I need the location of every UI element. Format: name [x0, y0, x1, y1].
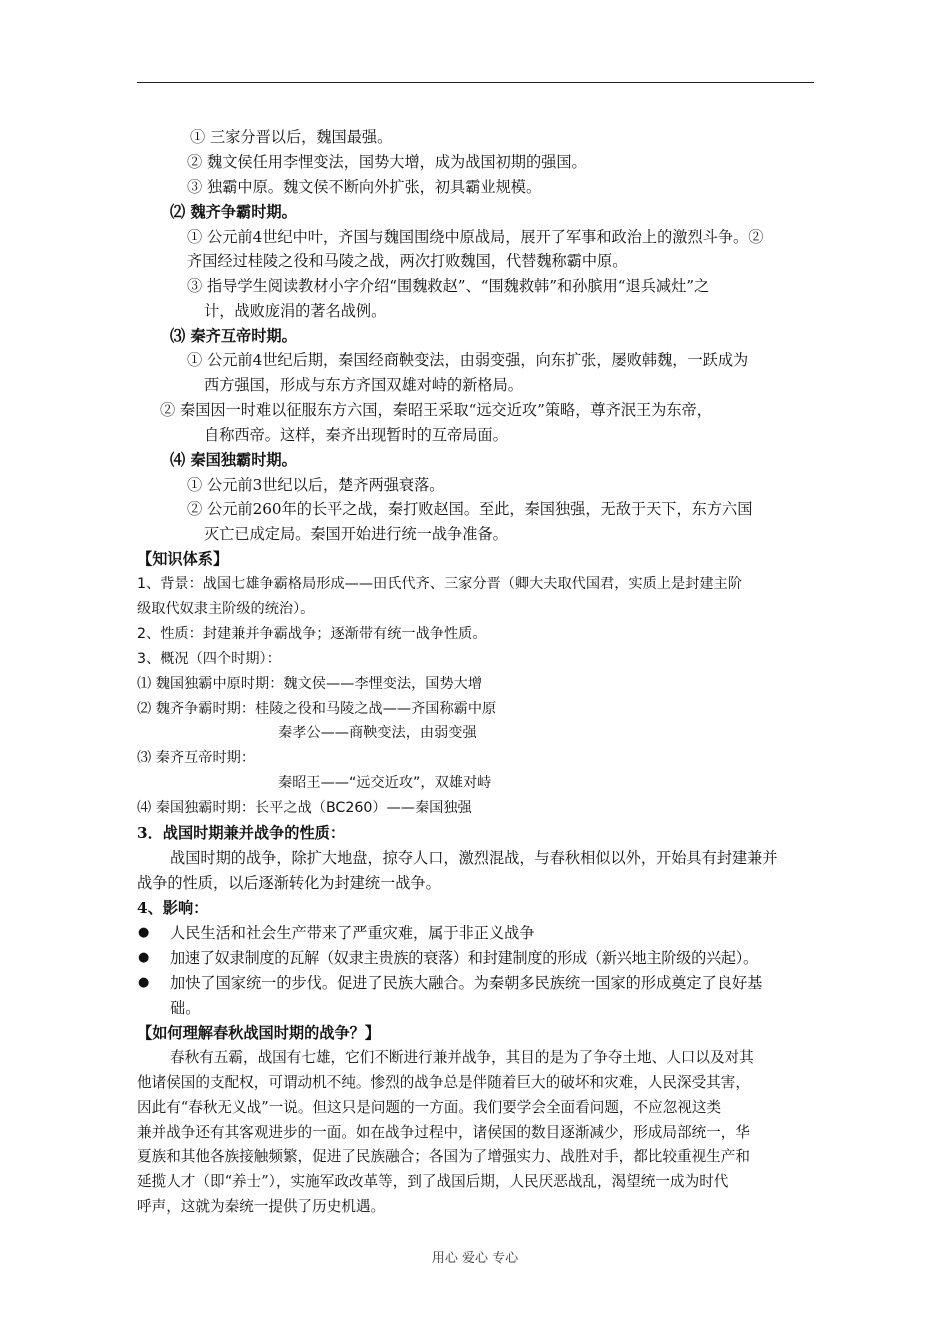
- text-line: 战国时期的战争，除扩大地盘，掠夺人口，激烈混战，与春秋相似以外，开始具有封建兼并: [170, 849, 778, 867]
- bullet-icon: ●: [138, 975, 150, 990]
- text-line: 西方强国，形成与东方齐国双雄对峙的新格局。: [204, 376, 523, 394]
- text-line: 人民生活和社会生产带来了严重灾难，属于非正义战争: [170, 924, 535, 942]
- text-line: ⑴ 魏国独霸中原时期：魏文侯——李悝变法，国势大增: [137, 676, 483, 692]
- text-line: 呼声，这就为秦统一提供了历史机遇。: [137, 1198, 386, 1215]
- section-heading: 4、影响：: [137, 899, 209, 917]
- text-line: 夏族和其他各族接触频繁，促进了民族融合；各国为了增强实力、战胜对手，都比较重视生产和: [137, 1148, 750, 1165]
- text-line: 3、概况（四个时期）：: [137, 651, 281, 667]
- text-line: 2、性质：封建兼并争霸战争；逐渐带有统一战争性质。: [137, 626, 487, 642]
- text-line: 级取代奴隶主阶级的统治）。: [137, 601, 315, 617]
- text-line: ⑷ 秦国独霸时期：长平之战（BC260）——秦国独强: [137, 800, 472, 816]
- text-line: ② 秦国因一时难以征服东方六国，秦昭王采取“远交近攻”策略，尊齐泯王为东帝，: [160, 401, 712, 419]
- header-rule: [137, 82, 814, 83]
- text-line: 因此有“春秋无义战”一说。但这只是问题的一方面。我们要学会全面看问题，不应忽视这类: [137, 1099, 722, 1116]
- text-line: 加速了奴隶制度的瓦解（奴隶主贵族的衰落）和封建制度的形成（新兴地主阶级的兴起）。: [170, 949, 758, 967]
- page-footer: 用心 爱心 专心: [431, 1251, 519, 1266]
- text-line: 计，战败庞涓的著名战例。: [204, 302, 387, 320]
- text-line: 加快了国家统一的步伐。促进了民族大融合。为秦朝多民族统一国家的形成奠定了良好基: [170, 974, 763, 992]
- text-line: ③ 指导学生阅读教材小字介绍“围魏救赵”、“围魏救韩”和孙膑用“退兵减灶”之: [187, 277, 710, 295]
- section-heading: ⑷ 秦国独霸时期。: [170, 451, 297, 469]
- section-heading: 【如何理解春秋战国时期的战争？】: [137, 1024, 380, 1042]
- text-line: ⑶ 秦齐互帝时期：: [137, 750, 256, 766]
- text-line: 他诸侯国的支配权，可谓动机不纯。惨烈的战争总是伴随着巨大的破坏和灾难，人民深受其害，: [137, 1074, 750, 1091]
- text-line: 础。: [170, 999, 201, 1017]
- text-line: ① 公元前4世纪中叶，齐国与魏国围绕中原战局，展开了军事和政治上的激烈斗争。②: [187, 228, 764, 246]
- text-line: ① 公元前3世纪以后，楚齐两强衰落。: [187, 476, 445, 494]
- text-line: 春秋有五霸，战国有七雄，它们不断进行兼并战争，其目的是为了争夺土地、人口以及对其: [170, 1049, 754, 1066]
- text-line: 秦昭王——“远交近攻”，双雄对峙: [278, 775, 492, 791]
- text-line: 延揽人才（即“养士”），实施军政改革等，到了战国后期，人民厌恶战乱，渴望统一成为时代: [137, 1173, 729, 1190]
- text-line: ① 三家分晋以后，魏国最强。: [190, 128, 393, 146]
- text-line: ⑵ 魏齐争霸时期：桂陵之役和马陵之战——齐国称霸中原: [137, 701, 497, 717]
- text-line: ① 公元前4世纪后期，秦国经商鞅变法，由弱变强，向东扩张，屡败韩魏，一跃成为: [187, 351, 749, 369]
- section-heading: ⑶ 秦齐互帝时期。: [170, 327, 297, 345]
- text-line: 1、背景：战国七雄争霸格局形成——田氏代齐、三家分晋（卿大夫取代国君，实质上是封建主阶: [137, 576, 742, 592]
- text-line: 兼并战争还有其客观进步的一面。如在战争过程中，诸侯国的数目逐渐减少，形成局部统一，华: [137, 1124, 750, 1141]
- bullet-icon: ●: [138, 950, 150, 965]
- text-line: 自称西帝。这样，秦齐出现暂时的互帝局面。: [204, 426, 508, 444]
- section-heading: 【知识体系】: [137, 550, 229, 568]
- text-line: 战争的性质，以后逐渐转化为封建统一战争。: [137, 874, 441, 892]
- text-line: 齐国经过桂陵之役和马陵之战，两次打败魏国，代替魏称霸中原。: [187, 252, 628, 270]
- text-line: 秦孝公——商鞅变法，由弱变强: [278, 725, 477, 741]
- text-line: ③ 独霸中原。魏文侯不断向外扩张，初具霸业规模。: [187, 178, 542, 196]
- text-line: ② 魏文侯任用李悝变法，国势大增，成为战国初期的强国。: [187, 153, 587, 171]
- text-line: ② 公元前260年的长平之战，秦打败赵国。至此，秦国独强，无敌于天下，东方六国: [187, 500, 753, 518]
- section-heading: 3．战国时期兼并战争的性质：: [137, 824, 346, 842]
- bullet-icon: ●: [138, 925, 150, 940]
- section-heading: ⑵ 魏齐争霸时期。: [170, 203, 297, 221]
- text-line: 灭亡已成定局。秦国开始进行统一战争准备。: [204, 525, 508, 543]
